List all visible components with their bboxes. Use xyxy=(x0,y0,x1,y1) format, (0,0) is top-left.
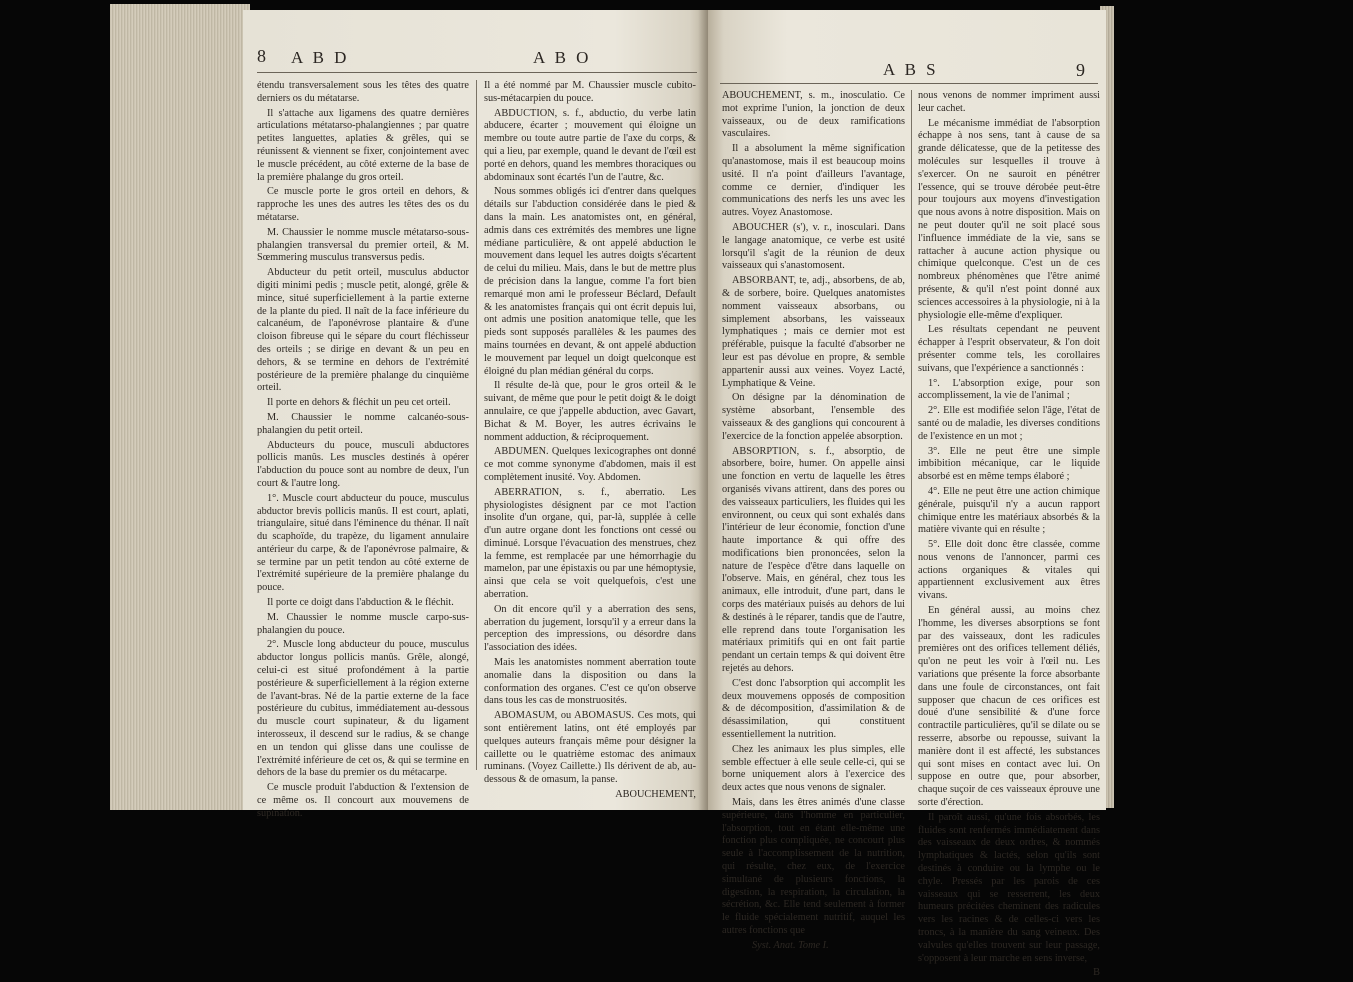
paragraph: Ce muscle porte le gros orteil en dehors, & rapproche les unes des autres les têtes des os du métatarse. xyxy=(257,186,469,223)
paragraph: 2°. Elle est modifiée selon l'âge, l'état de santé ou de maladie, les diverses conditions de l'existence en un mot ; xyxy=(918,405,1100,442)
paragraph: 3°. Elle ne peut être une simple imbibition mécanique, car le liquide absorbé est en même temps élaboré ; xyxy=(918,445,1100,483)
footer-signature-line: Syst. Anat. Tome I. xyxy=(752,939,829,951)
paragraph: En général aussi, au moins chez l'homme, les diverses absorptions se font par des vaisseaux, dont les radicules premières ont des orifices tellement déliés, qu'on ne peut les voir à l'œil nu. Les variations que présente la force absorbante dans une foule de circonstances, ont fait supposer que chacun de ces orifices est doué d'une sensibilité & d'une force contractile particulières, qu'il se dilate ou se resserre, absorbe ou repousse, suivant la manière dont il est affecté, les substances qui sont mises en contact avec lui. On suppose en outre que, pour absorber, chaque suçoir de ces vaisseaux éprouve une sorte d'érection. xyxy=(918,605,1100,809)
paragraph: Abducteur du petit orteil, musculus abductor digiti minimi pedis ; muscle petit, alongé, grêle & mince, situé superficiellement à la partie externe de la plante du pied. Il naît de la face inférieure du calcanéum, de l'aponévrose plantaire & d'une cloison fibreuse qui le sépare du court fléchisseur des orteils ; se dirige en devant & un peu en dehors, & se termine en dehors de l'extrémité postérieure de la première phalange du cinquième orteil. xyxy=(257,267,469,394)
paragraph: 5°. Elle doit donc être classée, comme nous venons de l'annoncer, parmi ces actions organiques & vitales qui appartiennent exclusivement aux êtres vivans. xyxy=(918,539,1100,602)
paragraph: Il porte ce doigt dans l'abduction & le fléchit. xyxy=(267,597,454,609)
paragraph: ABDUCTION, s. f., abductio, du verbe latin abducere, écarter ; mouvement qui éloigne un membre ou toute autre partie de l'axe du corps, & qui a lieu, par exemple, quand le devant de l'œil est porté en dehors, quand les membres thoraciques ou abdominaux sont écartés l'un de l'autre, &c. xyxy=(484,107,696,183)
paragraph: étendu transversalement sous les têtes des quatre derniers os du métatarse. xyxy=(257,80,469,104)
right-column-1 xyxy=(722,90,905,955)
running-head-right: A B S xyxy=(883,60,939,79)
page-number-right: 9 xyxy=(1076,60,1085,80)
paragraph: Mais les anatomistes nomment aberration toute anomalie dans la disposition ou dans la conformation des organes. C'est ce qu'on observe dans tous les cas de monstruosités. xyxy=(484,657,696,707)
paragraph: M. Chaussier le nomme muscle métatarso-sous-phalangien transversal du premier orteil, & M. Sœmmering musculus transversus pedis. xyxy=(257,226,469,264)
paragraph: Il a absolument la même signification qu'anastomose, mais il est beaucoup moins usité. Il n'a point d'ailleurs l'avantage, comme ce dernier, d'indiquer les communications des nerfs les uns avec les autres. Voyez Anastomose. xyxy=(722,143,905,219)
running-head-left: A B D xyxy=(291,48,350,67)
left-page xyxy=(243,10,708,819)
paragraph: Abducteurs du pouce, musculi abductores pollicis manûs. Les muscles destinés à opérer l'abduction du pouce sont au nombre de deux, l'un court & l'autre long. xyxy=(257,439,469,489)
paragraph: ABERRATION, s. f., aberratio. Les physiologistes désignent par ce mot l'action insolite d'un organe, qui, par-là, supplée à celle d'un autre organe dont les fonctions ont cessé ou diminué. Lorsque l'évacuation des menstrues, chez la femme, est remplacée par une hémorrhagie du mamelon, par une épistaxis ou par une hémoptysie, ainsi que cela se voit quelquefois, c'est une aberration. xyxy=(484,486,696,601)
paragraph: ABSORBANT, te, adj., absorbens, de ab, & de sorbere, boire. Quelques anatomistes nomment vaisseaux absorbans, ou simplement absorbans, les vaisseaux lymphatiques ; mais ce dernier mot est préférable, puisque la faculté d'absorber ne leur est pas dévolue en propre, & semble appartenir aussi aux veines. Voyez Lacté, Lymphatique & Veine. xyxy=(722,275,905,389)
paragraph: 2°. Muscle long abducteur du pouce, musculus abductor longus pollicis manûs. Grêle, alongé, celui-ci est situé profondément à la partie postérieure & superficiellement à la région externe de l'avant-bras. Né de la partie externe de la face postérieure du cubitus, immédiatement au-dessous du muscle court supinateur, & du ligament interosseux, il descend sur le radius, & se change en un tendon qui glisse dans une coulisse de l'extrémité inférieure de cet os, & qui se termine en dehors de la base du premier os du métacarpe. xyxy=(257,639,469,779)
paragraph: Il a été nommé par M. Chaussier muscle cubito-sus-métacarpien du pouce. xyxy=(484,80,696,104)
running-head-center: A B O xyxy=(533,48,592,67)
paragraph: C'est donc l'absorption qui accomplit les deux mouvemens opposés de composition & de décomposition, d'assimilation & de désassimilation, qui constituent essentiellement la nutrition. xyxy=(722,677,905,741)
paragraph: Il paroît aussi, qu'une fois absorbés, les fluides sont renfermés immédiatement dans des vaisseaux de deux ordres, & nommés lymphatiques & lactés, selon qu'ils sont destinés à conduire ou la lymphe ou le chyle. Pressés par les parois de ces vaisseaux qui se resserrent, les deux humeurs précitées cheminent des radicules vers les racines & de celles-ci vers les troncs, à la manière du sang veineux. Des valvules qu'elles trouvent sur leur passage, s'opposent à leur marche en sens inverse, xyxy=(918,811,1100,964)
column-divider xyxy=(911,90,912,780)
paragraph: Il résulte de-là que, pour le gros orteil & le suivant, de même que pour le petit doigt & le doigt annulaire, ce que j'appelle abduction, avec Gavart, Bichat & M. Boyer, les autres écrivains le nomment adduction, & réciproquement. xyxy=(484,380,696,443)
left-column-2 xyxy=(484,80,696,804)
page-number-left: 8 xyxy=(257,46,266,66)
paragraph: On désigne par la dénomination de système absorbant, l'ensemble des vaisseaux & des ganglions qui concourent à l'exercice de la fonction appelée absorption. xyxy=(722,392,905,442)
page-edges-left xyxy=(110,4,250,810)
paragraph: Mais, dans les êtres animés d'une classe supérieure, dans l'homme en particulier, l'absorption, tout en étant elle-même une fonction plus compliquée, ne concourt plus seule à l'accomplissement de la nutrition, qui résulte, chez eux, de l'exercice simultané de plusieurs fonctions, la digestion, la respiration, la circulation, la sécrétion, &c. Elle tend seulement à former le fluide spécialement nutritif, auquel les autres fonctions que xyxy=(722,797,905,936)
paragraph: M. Chaussier le nomme muscle carpo-sus-phalangien du pouce. xyxy=(257,611,469,636)
paragraph: M. Chaussier le nomme calcanéo-sous-phalangien du petit orteil. xyxy=(257,411,469,436)
header-rule xyxy=(257,72,697,73)
open-book xyxy=(243,10,1106,979)
paragraph: 1°. L'absorption exige, pour son accomplissement, la vie de l'animal ; xyxy=(918,377,1100,402)
catchword: ABOUCHEMENT, xyxy=(615,789,696,801)
column-divider xyxy=(476,80,477,770)
paragraph: 4°. Elle ne peut être une action chimique générale, puisqu'il n'y a aucun rapport chimique entre les matériaux absorbés & la matière vivante qui en résulte ; xyxy=(918,485,1100,536)
paragraph: On dit encore qu'il y a aberration des sens, aberration du jugement, lorsqu'il y a erreur dans la perception des impressions, ou désordre dans l'association des idées. xyxy=(484,603,696,654)
paragraph: Ce muscle produit l'abduction & l'extension de ce même os. Il concourt aux mouvemens de supination. xyxy=(257,782,469,819)
header-rule xyxy=(720,83,1098,84)
paragraph: 1°. Muscle court abducteur du pouce, musculus abductor brevis pollicis manûs. Il est court, aplati, triangulaire, situé dans l'éminence du thénar. Il naît du scaphoïde, du trapèze, du ligament annulaire antérieur du carpe, & de l'aponévrose palmaire, & se termine par un petit tendon au côté externe de l'extrémité supérieure de la première phalange du pouce. xyxy=(257,492,469,594)
paragraph: nous venons de nommer impriment aussi leur cachet. xyxy=(918,90,1100,114)
paragraph: Il s'attache aux ligamens des quatre dernières articulations métatarso-phalangiennes ; par quatre petites languettes, aplaties & grêles, qui se réunissent & viennent se fixer, conjointement avec le muscle précédent, au côté externe de la base de la première phalange du gros orteil. xyxy=(257,107,469,183)
paragraph: ABOUCHER (s'), v. r., inosculari. Dans le langage anatomique, ce verbe est usité lorsqu'il s'agit de la réunion de deux vaisseaux qui s'anastomosent. xyxy=(722,221,905,272)
right-column-2 xyxy=(918,90,1100,982)
paragraph: ABDUMEN. Quelques lexicographes ont donné ce mot comme synonyme d'abdomen, mais il est complètement inusité. Voy. Abdomen. xyxy=(484,446,696,483)
left-column-1 xyxy=(257,80,469,823)
paragraph: ABOUCHEMENT, s. m., inosculatio. Ce mot exprime l'union, la jonction de deux vaisseaux, ou de deux ramifications vasculaires. xyxy=(722,90,905,140)
paragraph: Nous sommes obligés ici d'entrer dans quelques détails sur l'abduction considérée dans le pied & dans la main. Les anatomistes ont, en général, admis dans ces extrémités des membres une ligne médiane particulière, & ont appelé abduction le mouvement dans lequel les autres doigts s'écartent de celui du milieu. Mais, dans le but de mettre plus de précision dans la langue, comme l'a fort bien remarqué mon ami le professeur Béclard, Default & les anatomistes français qui ont écrit depuis lui, ont admis une position anatomique telle, que les pieds sont supposés parallèles & les paumes des mains tournées en devant, & ont appelé abduction le mouvement par lequel un doigt quelconque est éloigné du plan médian général du corps. xyxy=(484,186,696,377)
paragraph: Le mécanisme immédiat de l'absorption échappe à nos sens, tant à cause de sa grande délicatesse, que de la petitesse des molécules sur lesquelles il trouve à s'exercer. On ne sauroit en pénétrer l'essence, qui se trouve dérobée peut-être pour toujours aux moyens d'investigation que nous avons à notre disposition. Mais on ne peut douter qu'il ne soit placé sous l'influence immédiate de la vie, sans se rattacher à aucune action physique ou chimique quelconque. C'est un de ces nombreux phénomènes que l'être animé présente, & qu'il n'est point donné aux sciences accessoires à la physiologie, ni à la physiologie elle-même d'expliquer. xyxy=(918,117,1100,321)
paragraph: Il porte en dehors & fléchit un peu cet orteil. xyxy=(267,397,451,409)
paragraph: Chez les animaux les plus simples, elle semble effectuer à elle seule celle-ci, qui se borne uniquement alors à l'exercice des deux actes que nous venons de signaler. xyxy=(722,743,905,794)
paragraph: ABOMASUM, ou ABOMASUS. Ces mots, qui sont entièrement latins, ont été employés par quelques auteurs français même pour désigner la caillette ou le quatrième estomac des animaux ruminans. (Voyez Caillette.) Ils dérivent de ab, au-dessous & de omasum, la panse. xyxy=(484,710,696,786)
right-page xyxy=(708,10,1106,979)
signature-mark: B xyxy=(1093,967,1100,979)
paragraph: ABSORPTION, s. f., absorptio, de absorbere, boire, humer. On appelle ainsi une fonction en vertu de laquelle les êtres organisés vivans attirent, dans des pores ou des vaisseaux particuliers, les fluides qui les environnent, ou ceux qui sont exhalés dans l'intérieur de leur économie, fonction d'une haute importance & qui offre des modifications bien prononcées, selon la nature de l'espèce d'être dans laquelle on l'observe. Mais, en général, chez tous les animaux, elle introduit, d'une part, dans le corps des matériaux puisés au dehors de lui & destinés à le réparer, tandis que de l'autre, elle reprend dans toute l'organisation les matériaux primitifs qui en ont fait partie pendant un certain temps & qui doivent être rejetés au dehors. xyxy=(722,445,905,675)
paragraph: Les résultats cependant ne peuvent échapper à l'esprit observateur, & l'on doit présenter comme tels, les corollaires suivans, que l'expérience a sanctionnés : xyxy=(918,324,1100,374)
